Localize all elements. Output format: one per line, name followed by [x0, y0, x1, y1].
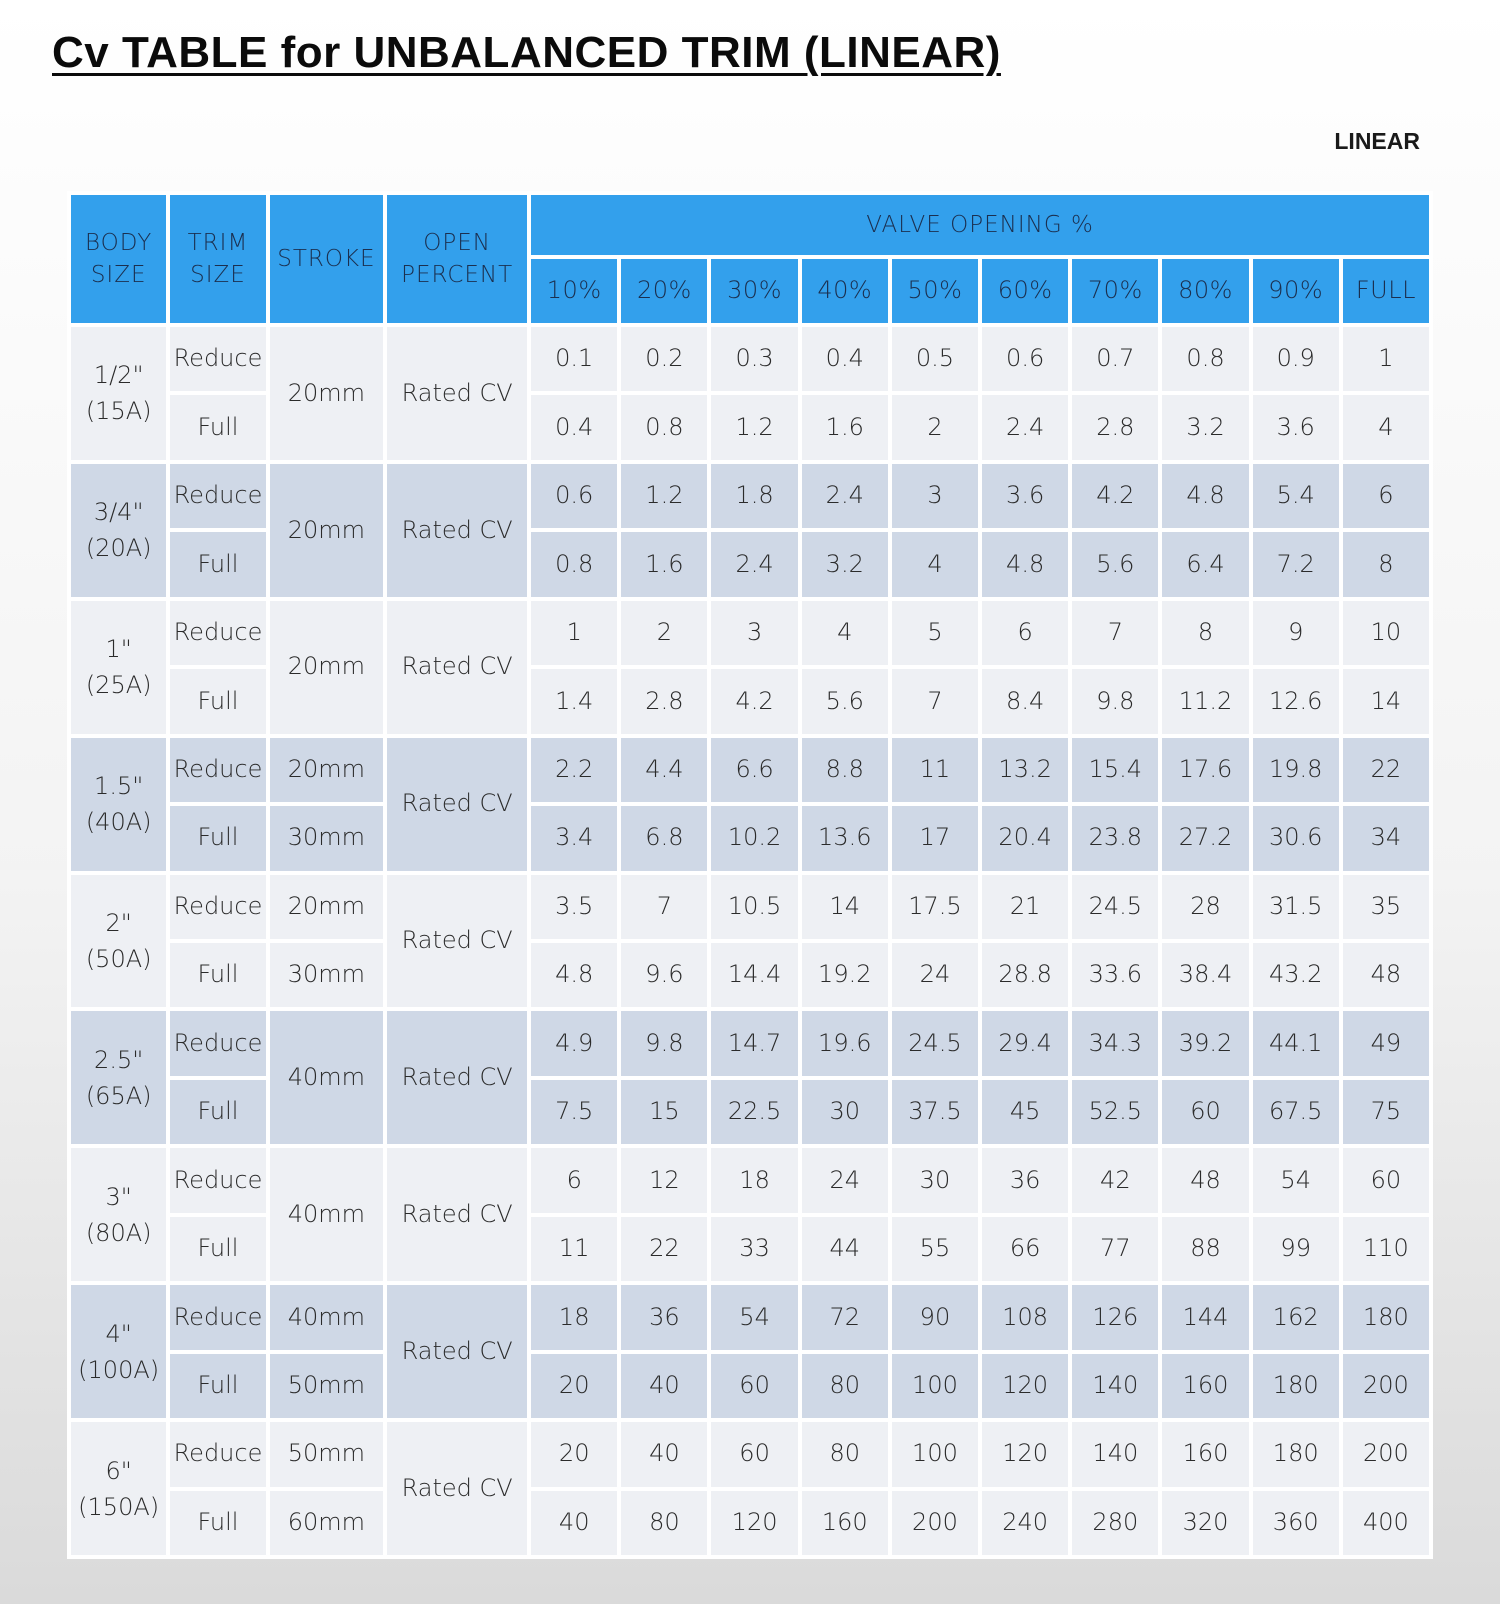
size-group — [71, 327, 1429, 460]
cv-value-cell: 0.8 — [531, 532, 617, 596]
trim-size-cell: Full — [170, 669, 265, 733]
trim-size-cell: Reduce — [170, 601, 265, 665]
cv-value-cell: 4 — [802, 601, 888, 665]
open-percent-cell: Rated CV — [387, 1011, 527, 1144]
stroke-cell: 20mm — [270, 875, 384, 939]
cv-value-cell: 38.4 — [1162, 943, 1248, 1007]
cv-value-cell: 33.6 — [1072, 943, 1158, 1007]
cv-value-cell: 140 — [1072, 1354, 1158, 1418]
open-percent-cell: Rated CV — [387, 1148, 527, 1281]
cv-value-cell: 7.2 — [1253, 532, 1339, 596]
cv-value-cell: 75 — [1343, 1080, 1429, 1144]
cv-value-cell: 4.8 — [1162, 464, 1248, 528]
cv-value-cell: 144 — [1162, 1285, 1248, 1349]
table-row — [71, 943, 1429, 1007]
cv-value-cell: 80 — [621, 1491, 707, 1556]
cv-value-cell: 6 — [982, 601, 1068, 665]
cv-value-cell: 8 — [1162, 601, 1248, 665]
cv-value-cell: 0.2 — [621, 327, 707, 391]
cv-value-cell: 4.9 — [531, 1011, 617, 1075]
cv-value-cell: 14.7 — [711, 1011, 797, 1075]
cv-value-cell: 44.1 — [1253, 1011, 1339, 1075]
table-row — [71, 1148, 1429, 1212]
cv-value-cell: 22.5 — [711, 1080, 797, 1144]
cv-value-cell: 13.2 — [982, 738, 1068, 802]
cv-value-cell: 12.6 — [1253, 669, 1339, 733]
table-header — [71, 195, 1429, 323]
cv-value-cell: 0.6 — [531, 464, 617, 528]
cv-value-cell: 14 — [1343, 669, 1429, 733]
cv-value-cell: 0.9 — [1253, 327, 1339, 391]
cv-value-cell: 15 — [621, 1080, 707, 1144]
cv-value-cell: 8 — [1343, 532, 1429, 596]
cv-value-cell: 24.5 — [892, 1011, 978, 1075]
cv-value-cell: 15.4 — [1072, 738, 1158, 802]
header-opening-2: 30% — [711, 259, 797, 323]
cv-value-cell: 31.5 — [1253, 875, 1339, 939]
cv-value-cell: 0.4 — [802, 327, 888, 391]
body-size-cell: 1/2" (15A) — [71, 327, 166, 460]
trim-size-cell: Reduce — [170, 1285, 265, 1349]
cv-value-cell: 110 — [1343, 1217, 1429, 1281]
cv-value-cell: 24.5 — [1072, 875, 1158, 939]
stroke-cell: 40mm — [270, 1285, 384, 1349]
page-title: Cv TABLE for UNBALANCED TRIM (LINEAR) — [52, 28, 1001, 77]
cv-value-cell: 3 — [711, 601, 797, 665]
cv-value-cell: 0.4 — [531, 395, 617, 459]
cv-value-cell: 30.6 — [1253, 806, 1339, 870]
cv-value-cell: 18 — [531, 1285, 617, 1349]
trim-size-cell: Full — [170, 806, 265, 870]
cv-value-cell: 72 — [802, 1285, 888, 1349]
cv-value-cell: 11.2 — [1162, 669, 1248, 733]
cv-value-cell: 180 — [1253, 1422, 1339, 1487]
cv-value-cell: 77 — [1072, 1217, 1158, 1281]
cv-value-cell: 162 — [1253, 1285, 1339, 1349]
body-size-cell: 1.5" (40A) — [71, 738, 166, 871]
cv-value-cell: 20 — [531, 1354, 617, 1418]
size-group — [71, 738, 1429, 871]
cv-value-cell: 60 — [711, 1422, 797, 1487]
cv-value-cell: 35 — [1343, 875, 1429, 939]
size-group — [71, 1285, 1429, 1418]
trim-size-cell: Reduce — [170, 875, 265, 939]
cv-value-cell: 54 — [711, 1285, 797, 1349]
cv-value-cell: 0.6 — [982, 327, 1068, 391]
table-row — [71, 875, 1429, 939]
cv-value-cell: 7.5 — [531, 1080, 617, 1144]
trim-size-cell: Reduce — [170, 327, 265, 391]
cv-value-cell: 200 — [1343, 1354, 1429, 1418]
trim-size-cell: Full — [170, 1491, 265, 1556]
cv-value-cell: 22 — [1343, 738, 1429, 802]
cv-value-cell: 100 — [892, 1422, 978, 1487]
cv-value-cell: 200 — [892, 1491, 978, 1556]
open-percent-cell: Rated CV — [387, 1285, 527, 1418]
header-opening-3: 40% — [802, 259, 888, 323]
cv-value-cell: 320 — [1162, 1491, 1248, 1556]
cv-value-cell: 0.5 — [892, 327, 978, 391]
cv-value-cell: 10.2 — [711, 806, 797, 870]
cv-value-cell: 8.4 — [982, 669, 1068, 733]
cv-value-cell: 2.2 — [531, 738, 617, 802]
stroke-cell: 20mm — [270, 327, 384, 460]
body-size-cell: 2.5" (65A) — [71, 1011, 166, 1144]
stroke-cell: 60mm — [270, 1491, 384, 1556]
cv-value-cell: 12 — [621, 1148, 707, 1212]
open-percent-cell: Rated CV — [387, 1422, 527, 1555]
cv-value-cell: 20 — [531, 1422, 617, 1487]
cv-value-cell: 0.8 — [621, 395, 707, 459]
trim-size-cell: Full — [170, 1217, 265, 1281]
trim-size-cell: Reduce — [170, 738, 265, 802]
cv-value-cell: 1.8 — [711, 464, 797, 528]
cv-value-cell: 40 — [621, 1354, 707, 1418]
header-opening-0: 10% — [531, 259, 617, 323]
cv-value-cell: 7 — [892, 669, 978, 733]
cv-value-cell: 52.5 — [1072, 1080, 1158, 1144]
cv-value-cell: 3.5 — [531, 875, 617, 939]
cv-value-cell: 36 — [621, 1285, 707, 1349]
trim-size-cell: Reduce — [170, 464, 265, 528]
header-body-size: BODY SIZE — [71, 195, 166, 323]
cv-value-cell: 29.4 — [982, 1011, 1068, 1075]
cv-value-cell: 3.6 — [1253, 395, 1339, 459]
cv-value-cell: 60 — [1162, 1080, 1248, 1144]
cv-value-cell: 7 — [1072, 601, 1158, 665]
table-row — [71, 327, 1429, 391]
header-stroke: STROKE — [270, 195, 384, 323]
table-row — [71, 1011, 1429, 1075]
header-opening-4: 50% — [892, 259, 978, 323]
stroke-cell: 50mm — [270, 1422, 384, 1487]
cv-value-cell: 5.6 — [802, 669, 888, 733]
cv-value-cell: 4.2 — [711, 669, 797, 733]
cv-value-cell: 5 — [892, 601, 978, 665]
cv-value-cell: 200 — [1343, 1422, 1429, 1487]
size-group — [71, 1148, 1429, 1281]
size-group — [71, 1422, 1429, 1555]
cv-value-cell: 120 — [982, 1422, 1068, 1487]
stroke-cell: 20mm — [270, 601, 384, 734]
cv-value-cell: 1.6 — [802, 395, 888, 459]
table-row — [71, 464, 1429, 528]
cv-value-cell: 10.5 — [711, 875, 797, 939]
cv-value-cell: 48 — [1343, 943, 1429, 1007]
trim-size-cell: Reduce — [170, 1148, 265, 1212]
cv-value-cell: 2.8 — [1072, 395, 1158, 459]
cv-value-cell: 9.8 — [1072, 669, 1158, 733]
cv-value-cell: 280 — [1072, 1491, 1158, 1556]
cv-value-cell: 6.6 — [711, 738, 797, 802]
open-percent-cell: Rated CV — [387, 875, 527, 1008]
cv-value-cell: 37.5 — [892, 1080, 978, 1144]
cv-value-cell: 6.4 — [1162, 532, 1248, 596]
cv-value-cell: 39.2 — [1162, 1011, 1248, 1075]
body-size-cell: 3" (80A) — [71, 1148, 166, 1281]
stroke-cell: 50mm — [270, 1354, 384, 1418]
cv-value-cell: 240 — [982, 1491, 1068, 1556]
cv-value-cell: 99 — [1253, 1217, 1339, 1281]
cv-value-cell: 6 — [1343, 464, 1429, 528]
stroke-cell: 20mm — [270, 738, 384, 802]
cv-value-cell: 9.8 — [621, 1011, 707, 1075]
header-valve-opening: VALVE OPENING % — [531, 195, 1429, 255]
cv-value-cell: 13.6 — [802, 806, 888, 870]
cv-value-cell: 42 — [1072, 1148, 1158, 1212]
stroke-cell: 40mm — [270, 1148, 384, 1281]
cv-value-cell: 0.3 — [711, 327, 797, 391]
cv-value-cell: 80 — [802, 1354, 888, 1418]
cv-value-cell: 11 — [531, 1217, 617, 1281]
cv-value-cell: 3.6 — [982, 464, 1068, 528]
cv-value-cell: 4.4 — [621, 738, 707, 802]
cv-value-cell: 1 — [1343, 327, 1429, 391]
cv-value-cell: 21 — [982, 875, 1068, 939]
table-row — [71, 738, 1429, 802]
cv-value-cell: 27.2 — [1162, 806, 1248, 870]
cv-value-cell: 11 — [892, 738, 978, 802]
cv-value-cell: 126 — [1072, 1285, 1158, 1349]
cv-value-cell: 14.4 — [711, 943, 797, 1007]
cv-value-cell: 66 — [982, 1217, 1068, 1281]
characteristic-label: LINEAR — [1334, 128, 1420, 154]
cv-value-cell: 60 — [1343, 1148, 1429, 1212]
cv-value-cell: 88 — [1162, 1217, 1248, 1281]
cv-value-cell: 34.3 — [1072, 1011, 1158, 1075]
cv-table — [67, 191, 1433, 1559]
cv-value-cell: 19.8 — [1253, 738, 1339, 802]
cv-value-cell: 160 — [1162, 1422, 1248, 1487]
cv-value-cell: 1.6 — [621, 532, 707, 596]
cv-value-cell: 7 — [621, 875, 707, 939]
cv-value-cell: 17.5 — [892, 875, 978, 939]
cv-value-cell: 1.4 — [531, 669, 617, 733]
cv-value-cell: 48 — [1162, 1148, 1248, 1212]
cv-value-cell: 1 — [531, 601, 617, 665]
open-percent-cell: Rated CV — [387, 738, 527, 871]
cv-value-cell: 100 — [892, 1354, 978, 1418]
cv-value-cell: 33 — [711, 1217, 797, 1281]
cv-value-cell: 40 — [621, 1422, 707, 1487]
size-group — [71, 601, 1429, 734]
cv-value-cell: 4 — [892, 532, 978, 596]
cv-value-cell: 22 — [621, 1217, 707, 1281]
cv-value-cell: 17.6 — [1162, 738, 1248, 802]
header-trim-size: TRIM SIZE — [170, 195, 265, 323]
cv-value-cell: 9.6 — [621, 943, 707, 1007]
cv-value-cell: 20.4 — [982, 806, 1068, 870]
header-opening-8: 90% — [1253, 259, 1339, 323]
cv-value-cell: 80 — [802, 1422, 888, 1487]
cv-value-cell: 10 — [1343, 601, 1429, 665]
cv-value-cell: 2.4 — [802, 464, 888, 528]
cv-value-cell: 14 — [802, 875, 888, 939]
cv-value-cell: 45 — [982, 1080, 1068, 1144]
cv-value-cell: 5.6 — [1072, 532, 1158, 596]
cv-value-cell: 2 — [621, 601, 707, 665]
cv-value-cell: 6 — [531, 1148, 617, 1212]
cv-value-cell: 1.2 — [711, 395, 797, 459]
cv-value-cell: 30 — [892, 1148, 978, 1212]
cv-value-cell: 2 — [892, 395, 978, 459]
cv-value-cell: 36 — [982, 1148, 1068, 1212]
cv-value-cell: 24 — [892, 943, 978, 1007]
size-group — [71, 875, 1429, 1008]
cv-value-cell: 67.5 — [1253, 1080, 1339, 1144]
cv-value-cell: 54 — [1253, 1148, 1339, 1212]
header-opening-1: 20% — [621, 259, 707, 323]
cv-value-cell: 19.2 — [802, 943, 888, 1007]
cv-value-cell: 40 — [531, 1491, 617, 1556]
stroke-cell: 20mm — [270, 464, 384, 597]
cv-value-cell: 44 — [802, 1217, 888, 1281]
body-size-cell: 3/4" (20A) — [71, 464, 166, 597]
cv-value-cell: 120 — [711, 1491, 797, 1556]
body-size-cell: 2" (50A) — [71, 875, 166, 1008]
cv-value-cell: 0.8 — [1162, 327, 1248, 391]
cv-value-cell: 108 — [982, 1285, 1068, 1349]
cv-value-cell: 180 — [1253, 1354, 1339, 1418]
cv-value-cell: 2.8 — [621, 669, 707, 733]
header-opening-7: 80% — [1162, 259, 1248, 323]
cv-value-cell: 5.4 — [1253, 464, 1339, 528]
cv-value-cell: 4.2 — [1072, 464, 1158, 528]
cv-value-cell: 360 — [1253, 1491, 1339, 1556]
cv-value-cell: 23.8 — [1072, 806, 1158, 870]
header-opening-6: 70% — [1072, 259, 1158, 323]
size-group — [71, 1011, 1429, 1144]
cv-value-cell: 30 — [802, 1080, 888, 1144]
stroke-cell: 30mm — [270, 943, 384, 1007]
cv-value-cell: 160 — [802, 1491, 888, 1556]
cv-value-cell: 17 — [892, 806, 978, 870]
cv-value-cell: 8.8 — [802, 738, 888, 802]
trim-size-cell: Full — [170, 532, 265, 596]
size-group — [71, 464, 1429, 597]
trim-size-cell: Reduce — [170, 1422, 265, 1487]
cv-value-cell: 9 — [1253, 601, 1339, 665]
open-percent-cell: Rated CV — [387, 327, 527, 460]
open-percent-cell: Rated CV — [387, 601, 527, 734]
cv-value-cell: 55 — [892, 1217, 978, 1281]
cv-value-cell: 34 — [1343, 806, 1429, 870]
table-row — [71, 1491, 1429, 1556]
cv-value-cell: 60 — [711, 1354, 797, 1418]
cv-value-cell: 4.8 — [531, 943, 617, 1007]
cv-value-cell: 3 — [892, 464, 978, 528]
trim-size-cell: Full — [170, 943, 265, 1007]
cv-value-cell: 180 — [1343, 1285, 1429, 1349]
cv-value-cell: 18 — [711, 1148, 797, 1212]
table-row — [71, 806, 1429, 870]
stroke-cell: 40mm — [270, 1011, 384, 1144]
cv-value-cell: 4 — [1343, 395, 1429, 459]
table-row — [71, 601, 1429, 665]
cv-value-cell: 140 — [1072, 1422, 1158, 1487]
table-row — [71, 1422, 1429, 1487]
cv-value-cell: 28 — [1162, 875, 1248, 939]
cv-value-cell: 4.8 — [982, 532, 1068, 596]
cv-value-cell: 24 — [802, 1148, 888, 1212]
cv-value-cell: 3.2 — [802, 532, 888, 596]
cv-value-cell: 19.6 — [802, 1011, 888, 1075]
header-opening-5: 60% — [982, 259, 1068, 323]
cv-value-cell: 400 — [1343, 1491, 1429, 1556]
table-row — [71, 1354, 1429, 1418]
cv-value-cell: 43.2 — [1253, 943, 1339, 1007]
body-size-cell: 1" (25A) — [71, 601, 166, 734]
trim-size-cell: Full — [170, 395, 265, 459]
trim-size-cell: Reduce — [170, 1011, 265, 1075]
cv-value-cell: 3.4 — [531, 806, 617, 870]
body-size-cell: 4" (100A) — [71, 1285, 166, 1418]
trim-size-cell: Full — [170, 1354, 265, 1418]
body-size-cell: 6" (150A) — [71, 1422, 166, 1555]
header-open-percent: OPEN PERCENT — [387, 195, 527, 323]
cv-value-cell: 1.2 — [621, 464, 707, 528]
cv-value-cell: 3.2 — [1162, 395, 1248, 459]
cv-value-cell: 49 — [1343, 1011, 1429, 1075]
cv-value-cell: 28.8 — [982, 943, 1068, 1007]
open-percent-cell: Rated CV — [387, 464, 527, 597]
header-opening-9: FULL — [1343, 259, 1429, 323]
cv-value-cell: 160 — [1162, 1354, 1248, 1418]
cv-value-cell: 0.7 — [1072, 327, 1158, 391]
cv-value-cell: 0.1 — [531, 327, 617, 391]
cv-value-cell: 6.8 — [621, 806, 707, 870]
trim-size-cell: Full — [170, 1080, 265, 1144]
cv-value-cell: 2.4 — [711, 532, 797, 596]
cv-value-cell: 2.4 — [982, 395, 1068, 459]
table-row — [71, 1285, 1429, 1349]
cv-value-cell: 90 — [892, 1285, 978, 1349]
cv-value-cell: 120 — [982, 1354, 1068, 1418]
stroke-cell: 30mm — [270, 806, 384, 870]
